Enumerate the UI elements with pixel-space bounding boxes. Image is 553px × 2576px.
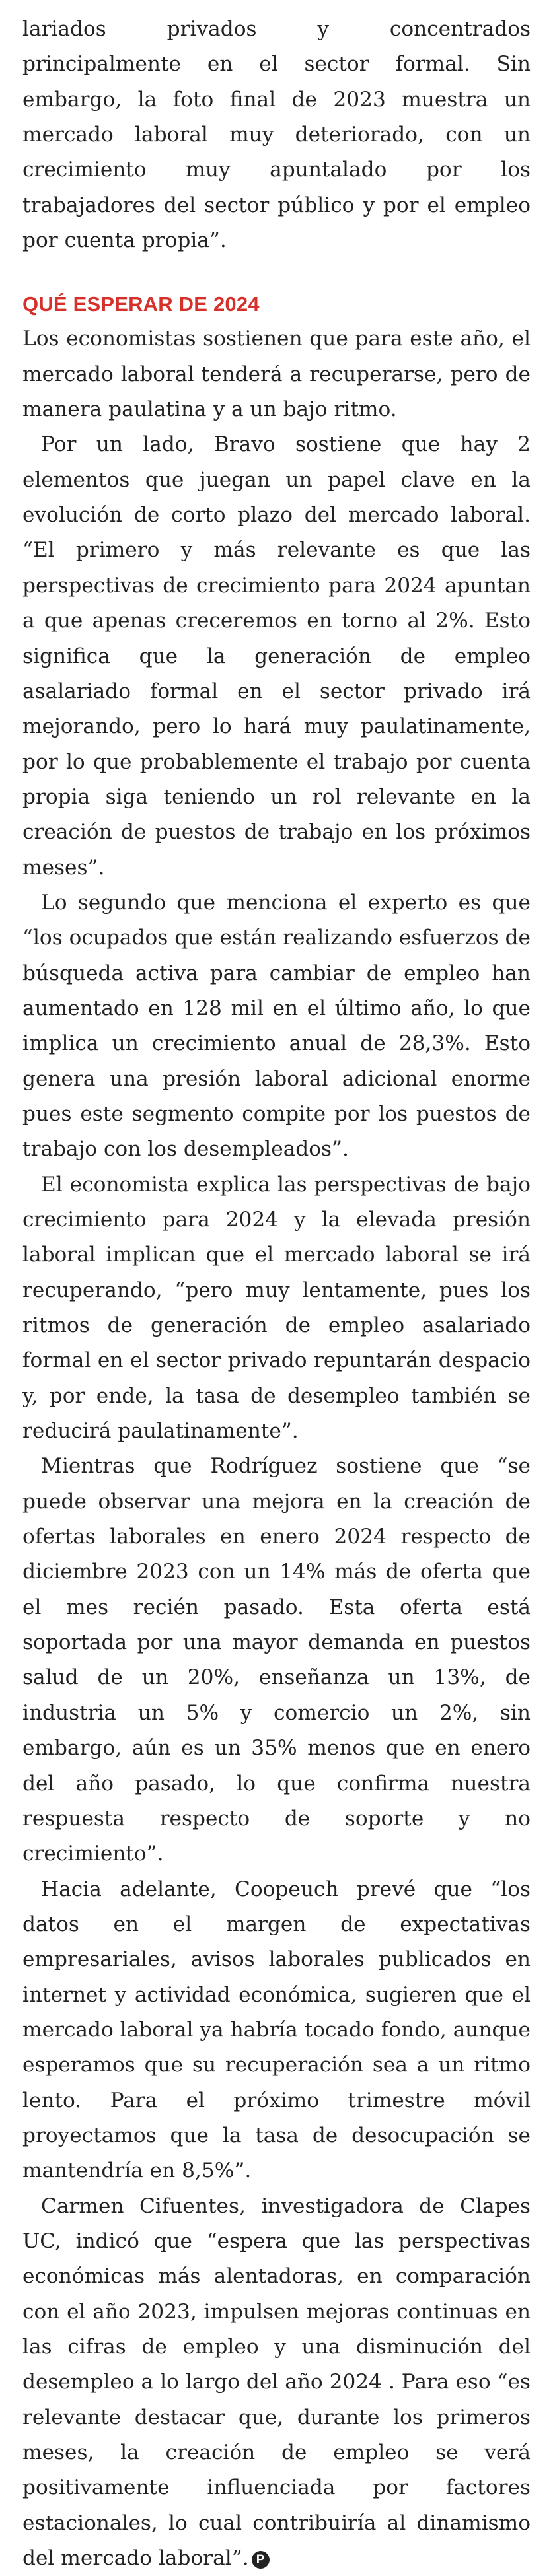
section-heading: QUÉ ESPERAR DE 2024 [22, 293, 260, 316]
body-paragraph-6: Hacia adelante, Coopeuch prevé que “los datos en el margen de expectativas empresariales, avisos laborales publicados en internet y actividad económica, sugieren que el mercado laboral ya habría tocado fondo, aunque esperamos que su recuperación sea a un ritmo lento. Para el próximo trimestre móvil proyectamos que la tasa de desocupación se mantendría en 8,5%”. [22, 1877, 531, 2183]
body-paragraph-7-text: Carmen Cifuentes, investigadora de Clapes UC, indicó que “espera que las perspectivas económicas más alentadoras, en comparación con el año 2023, impulsen mejoras continuas en las cifras de empleo y una disminución del desempleo a lo largo del año 2024 . Para eso “es relevante destacar que, durante los primeros meses, la creación de empleo se verá positivamente influenciada por factores estacionales, lo cual contribuiría al dinamismo del mercado laboral”. [22, 2194, 531, 2571]
intro-paragraph: lariados privados y concentrados principalmente en el sector formal. Sin embargo, la foto final de 2023 muestra un mercado laboral muy deteriorado, con un crecimiento muy apuntalado por los trabajadores del sector público y por el empleo por cuenta propia”. [22, 17, 531, 253]
end-mark-icon: P [252, 2551, 270, 2569]
body-paragraph-5: Mientras que Rodríguez sostiene que “se puede observar una mejora en la creación de ofertas laborales en enero 2024 respecto de diciembre 2023 con un 14% más de oferta que el mes recién pasado. Esta oferta está soportada por una mayor demanda en puestos salud de un 20%, enseñanza un 13%, de industria un 5% y comercio un 2%, sin embargo, aún es un 35% menos que en enero del año pasado, lo que confirma nuestra respuesta respecto de soporte y no crecimiento”. [22, 1454, 531, 1866]
body-paragraph-7 [22, 2189, 531, 2576]
body-paragraph-3: Lo segundo que menciona el experto es que “los ocupados que están realizando esfuerzos de búsqueda activa para cambiar de empleo han aumentado en 128 mil en el último año, lo que implica un crecimiento anual de 28,3%. Esto genera una presión laboral adicional enorme pues este segmento compite por los puestos de trabajo con los desempleados”. [22, 890, 531, 1162]
body-paragraph-1: Los economistas sostienen que para este año, el mercado laboral tenderá a recuperarse, pero de manera paulatina y a un bajo ritmo. [22, 327, 531, 422]
body-paragraph-4: El economista explica las perspectivas de bajo crecimiento para 2024 y la elevada presión laboral implican que el mercado laboral se irá recuperando, “pero muy lentamente, pues los ritmos de generación de empleo asalariado formal en el sector privado repuntarán despacio y, por ende, la tasa de desempleo también se reducirá paulatinamente”. [22, 1172, 531, 1444]
body-paragraph-2: Por un lado, Bravo sostiene que hay 2 elementos que juegan un papel clave en la evolución de corto plazo del mercado laboral. “El primero y más relevante es que las perspectivas de crecimiento para 2024 apuntan a que apenas creceremos en torno al 2%. Esto significa que la generación de empleo asalariado formal en el sector privado irá mejorando, pero lo hará muy paulatinamente, por lo que probablemente el trabajo por cuenta propia siga teniendo un rol relevante en la creación de puestos de trabajo en los próximos meses”. [22, 433, 531, 880]
